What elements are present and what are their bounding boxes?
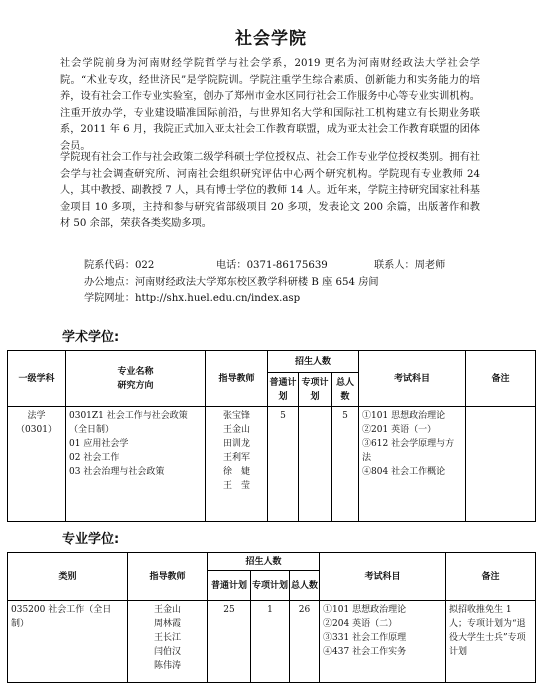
exams-cell: ①101 思想政治理论 ②204 英语（二） ③331 社会工作原理 ④437 社会工作实务 xyxy=(320,601,446,683)
header-major-direction: 专业名称 研究方向 xyxy=(66,351,206,407)
intro-paragraph-2: 学院现有社会工作与社会政策二级学科硕士学位授权点、社会工作专业学位授权类别。拥有社会学与社会调查研究所、河南社会组织研究评估中心两个研究机构。学院现有专业教师 24 人，其中教授、副教授 7 人，具有博士学位的教师 14 人。近年来，学院主持研究国家社科基金项目 10 多项，主持和参与研究省部级项目 20 多项，发表论文 200 余篇，出版著作和教材 50 余部，荣获各类奖励多项。 xyxy=(60,152,480,230)
special-cell: 1 xyxy=(251,601,290,683)
advisor-cell: 张宝锋 王金山 田训龙 王利军 徐 婕 王 莹 xyxy=(206,407,268,522)
total-cell: 5 xyxy=(332,407,359,522)
professional-degree-heading: 专业学位: xyxy=(62,532,120,547)
page-title: 社会学院 xyxy=(235,29,307,49)
header-special: 专项计划 xyxy=(251,571,290,601)
total-cell: 26 xyxy=(290,601,320,683)
contact-info xyxy=(84,258,484,308)
header-enroll: 招生人数 xyxy=(208,553,320,571)
dept-code: 院系代码：022 xyxy=(84,260,155,271)
note-cell: 拟招收推免生 1 人；专项计划为“退役大学生士兵”专项计划 xyxy=(446,601,536,683)
contact-row-1 xyxy=(84,258,484,275)
header-total: 总人数 xyxy=(332,373,359,407)
header-exams: 考试科目 xyxy=(359,351,466,407)
professional-degree-table xyxy=(7,552,536,683)
header-discipline: 一级学科 xyxy=(8,351,66,407)
special-cell xyxy=(299,407,332,522)
exams-cell: ①101 思想政治理论 ②201 英语（一） ③612 社会学原理与方法 ④804 社会工作概论 xyxy=(359,407,466,522)
header-exams: 考试科目 xyxy=(320,553,446,601)
major-cell: 0301Z1 社会工作与社会政策（全日制） 01 应用社会学 02 社会工作 03 社会治理与社会政策 xyxy=(66,407,206,522)
header-general: 普通计划 xyxy=(208,571,251,601)
header-note: 备注 xyxy=(466,351,536,407)
table-row xyxy=(8,407,536,522)
header-enroll: 招生人数 xyxy=(268,351,359,373)
header-special: 专项计划 xyxy=(299,373,332,407)
general-cell: 5 xyxy=(268,407,299,522)
header-advisor: 指导教师 xyxy=(128,553,208,601)
contact-address: 办公地点： 河南财经政法大学郑东校区教学科研楼 B 座 654 房间 xyxy=(84,276,379,288)
dept-phone: 电话：0371-86175639 xyxy=(216,260,328,271)
academic-degree-heading: 学术学位: xyxy=(62,330,120,345)
discipline-cell: 法学 （0301） xyxy=(8,407,66,522)
table-row xyxy=(8,601,536,683)
website-link[interactable]: http://shx.huel.edu.cn/index.asp xyxy=(134,293,301,305)
contact-website: 学院网址： http://shx.huel.edu.cn/index.asp xyxy=(84,291,484,308)
header-category: 类别 xyxy=(8,553,128,601)
header-total: 总人数 xyxy=(290,571,320,601)
note-cell xyxy=(466,407,536,522)
contact-person: 联系人：周老师 xyxy=(374,260,446,271)
header-advisor: 指导教师 xyxy=(206,351,268,407)
header-general: 普通计划 xyxy=(268,373,299,407)
header-note: 备注 xyxy=(446,553,536,601)
category-cell: 035200 社会工作（全日制） xyxy=(8,601,128,683)
general-cell: 25 xyxy=(208,601,251,683)
advisor-cell: 王金山 周林霞 王长江 闫伯汉 陈伟涛 xyxy=(128,601,208,683)
academic-degree-table xyxy=(7,350,536,522)
intro-paragraph-1: 社会学院前身为河南财经学院哲学与社会学系，2019 更名为河南财经政法大学社会学院。“术业专攻，经世济民”是学院院训。学院注重学生综合素质、创新能力和实务能力的培养，设有社会工作专业实验室，创办了郑州市金水区同行社会工作服务中心等专业实训机构。注重开放办学，专业建设瞄准国际前沿，与世界知名大学和国际社工机构建立有长期业务联系，2011 年 6 月，我院正式加入亚太社会工作教育联盟，成为亚太社会工作教育联盟的团体会员。 xyxy=(60,58,480,152)
